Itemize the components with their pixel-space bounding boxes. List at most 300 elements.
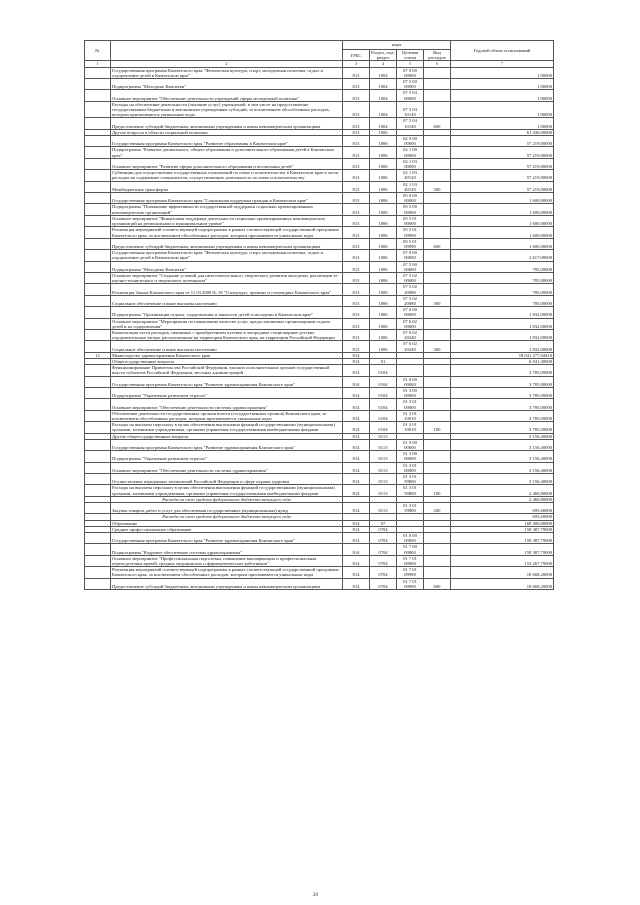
row-amount: 2 460,80000 — [451, 496, 554, 502]
row-kind: 600 — [424, 118, 451, 129]
row-amount: 695,60000 — [451, 503, 554, 514]
row-number — [85, 158, 111, 169]
row-article: 07 6 02 20240 — [397, 341, 424, 352]
row-name: Подпрограмма "Управление развитием отрасли" — [111, 387, 343, 398]
row-number — [85, 474, 111, 485]
row-section: 0704 — [370, 578, 397, 589]
table-row — [85, 295, 554, 306]
row-name: Предоставление субсидий бюджетным, автономным учреждениям и иным некоммерческим организациям — [111, 238, 343, 249]
row-section: 0113 — [370, 474, 397, 485]
table-row — [85, 329, 554, 340]
row-section: 1004 — [370, 101, 397, 118]
header-num-1: 1 — [85, 61, 111, 67]
table-row — [85, 118, 554, 129]
row-section: 0104 — [370, 387, 397, 398]
row-number — [85, 181, 111, 192]
row-section: 0113 — [370, 462, 397, 473]
row-name: Подпрограмма "Кадровое обеспечение системы здравоохранения" — [111, 544, 343, 555]
row-article: 05 5 00 00000 — [397, 204, 424, 215]
row-kind — [424, 555, 451, 566]
row-grbs: 813 — [343, 101, 370, 118]
row-kind — [424, 376, 451, 387]
row-amount: 158 387,79000 — [451, 526, 554, 532]
row-article: 07 5 04 00000 — [397, 90, 424, 101]
row-number — [85, 101, 111, 118]
row-name: Подпрограмма "Молодежь Камчатки" — [111, 261, 343, 272]
row-amount: 1 832,00000 — [451, 307, 554, 318]
row-kind — [424, 462, 451, 473]
row-section: 1006 — [370, 295, 397, 306]
row-name: Расходы за счет средств федерального бюджета текущего года — [111, 514, 343, 520]
row-amount: 3 156,40000 — [451, 462, 554, 473]
row-number — [85, 365, 111, 376]
row-name: Расходы на выплаты персоналу в целях обеспечения выполнения функций государственными (муниципальными) органами, казенными учреждениями, органами управления государственными внебюджетными фондами — [111, 485, 343, 496]
row-section: 0113 — [370, 485, 397, 496]
header-no: № — [85, 41, 111, 61]
row-grbs: 813 — [343, 67, 370, 78]
row-name: Реализация мероприятий соответствующей подпрограммы в рамках соответствующей государственной программы Камчатского края, за исключением обособленных расходов, которым присваиваются уникальные коды — [111, 567, 343, 578]
row-kind — [424, 136, 451, 147]
row-kind — [424, 410, 451, 421]
row-amount: 1 600,00000 — [451, 193, 554, 204]
row-kind: 200 — [424, 503, 451, 514]
row-amount: 3 156,40000 — [451, 451, 554, 462]
row-article: 01 7 01 00000 — [397, 555, 424, 566]
row-name: Основное мероприятие "Финансовая поддержка деятельности социально ориентированных некоммерческих организаций на региональном и муниципальном уровне" — [111, 215, 343, 226]
row-number — [85, 318, 111, 329]
table-row — [85, 193, 554, 204]
row-amount: 18 668,20000 — [451, 567, 554, 578]
row-number: 12 — [85, 352, 111, 358]
row-article: 05 5 01 09990 — [397, 238, 424, 249]
row-kind — [424, 439, 451, 450]
row-amount: 57 219,00000 — [451, 170, 554, 181]
table-row — [85, 136, 554, 147]
row-article: 01 0 00 00000 — [397, 439, 424, 450]
row-name: Функционирование Правительства Российской Федерации, высших исполнительных органов государственной власти субъектов Российской Федерации, местных администраций — [111, 365, 343, 376]
table-row — [85, 318, 554, 329]
row-amount: 18 041 277,94410 — [451, 352, 554, 358]
row-article: 01 3 01 59800 — [397, 503, 424, 514]
row-number — [85, 90, 111, 101]
row-amount: 3 785,00000 — [451, 376, 554, 387]
row-name: Социальное обеспечение и иные выплаты населению — [111, 341, 343, 352]
row-section: 1006 — [370, 181, 397, 192]
row-amount: 6 941,40000 — [451, 358, 554, 364]
page-number: 20 — [313, 893, 318, 898]
row-article: 01 3 01 00000 — [397, 399, 424, 410]
row-kind — [424, 284, 451, 295]
table-row — [85, 578, 554, 589]
row-article: 05 0 00 00000 — [397, 193, 424, 204]
row-number — [85, 462, 111, 473]
row-name: Подпрограмма "Повышение эффективности государственной поддержки социально ориентированных некоммерческих организаций" — [111, 204, 343, 215]
row-number — [85, 485, 111, 496]
table-row — [85, 181, 554, 192]
row-section: 1004 — [370, 90, 397, 101]
row-amount: 3 785,00000 — [451, 410, 554, 421]
row-section: 1006 — [370, 341, 397, 352]
row-grbs: 813 — [343, 181, 370, 192]
row-number — [85, 307, 111, 318]
row-amount: 1,90000 — [451, 118, 554, 129]
row-number — [85, 238, 111, 249]
row-name: Социальное обеспечение и иные выплаты населению — [111, 295, 343, 306]
row-kind — [424, 90, 451, 101]
row-section: 1006 — [370, 129, 397, 135]
row-number — [85, 215, 111, 226]
row-article: 01 3 01 59800 — [397, 485, 424, 496]
row-article — [397, 365, 424, 376]
row-article: 02 0 00 00000 — [397, 136, 424, 147]
row-amount: 57 219,00000 — [451, 181, 554, 192]
row-article: 07 5 00 00000 — [397, 79, 424, 90]
row-section: 1006 — [370, 193, 397, 204]
row-article: 07 5 04 10140 — [397, 118, 424, 129]
row-amount: 3 156,40000 — [451, 474, 554, 485]
row-name: Подпрограмма "Организация отдыха, оздоровления и занятости детей и молодежи в Камчатском крае" — [111, 307, 343, 318]
row-number — [85, 79, 111, 90]
header-num-7: 7 — [451, 61, 554, 67]
row-name: Основное мероприятие "Создание условий для интеллектуального, творческого развития молодежи, реализации ее научно-технического и творческого потенциала" — [111, 272, 343, 283]
row-section: 1006 — [370, 204, 397, 215]
row-name: Государственная программа Камчатского края "Развитие здравоохранения Камчатского края" — [111, 376, 343, 387]
row-name: Государственная программа Камчатского края "Физическая культура, спорт, молодежная политика, отдых и оздоровление детей в Камчатском крае" — [111, 67, 343, 78]
row-grbs: 814 — [343, 520, 370, 526]
row-amount: 57 219,00000 — [451, 158, 554, 169]
header-num-3: 3 — [343, 61, 370, 67]
row-amount: 3 156,40000 — [451, 439, 554, 450]
row-number — [85, 67, 111, 78]
row-grbs: 813 — [343, 272, 370, 283]
row-kind — [424, 365, 451, 376]
row-section: 0104 — [370, 422, 397, 433]
row-kind — [424, 544, 451, 555]
row-article: 01 0 00 00000 — [397, 376, 424, 387]
row-number — [85, 204, 111, 215]
table-row — [85, 227, 554, 238]
row-kind: 300 — [424, 341, 451, 352]
table-row — [85, 284, 554, 295]
table-row — [85, 462, 554, 473]
row-article: 07 0 00 00000 — [397, 67, 424, 78]
row-section: 1006 — [370, 329, 397, 340]
row-grbs: 813 — [343, 250, 370, 261]
row-name: Предоставление субсидий бюджетным, автономным учреждениям и иным некоммерческим организациям — [111, 578, 343, 589]
header-codes: коды — [343, 41, 451, 50]
row-number — [85, 567, 111, 578]
row-section: 1006 — [370, 170, 397, 181]
row-section: 0704 — [370, 567, 397, 578]
row-section: 1006 — [370, 284, 397, 295]
row-section: 0104 — [370, 376, 397, 387]
table-row — [85, 485, 554, 496]
row-grbs: 814 — [343, 451, 370, 462]
row-kind: 100 — [424, 485, 451, 496]
row-name: Реализация Закона Камчатского края от 11.03.2008 № 18 "О наградах, премиях и стипендиях Камчатского края" — [111, 284, 343, 295]
row-name: Основное мероприятие "Профессиональная подготовка, повышение квалификации и профессиональная переподготовка врачей, средних медицинских и фармацевтических работников" — [111, 555, 343, 566]
row-article: 02 1 00 00000 — [397, 147, 424, 158]
row-section: 0113 — [370, 503, 397, 514]
row-article: 02 1 03 00000 — [397, 158, 424, 169]
row-amount: 3 156,40000 — [451, 433, 554, 439]
row-name: Закупка товаров, работ и услуг для обеспечения государственных (муниципальных) нужд — [111, 503, 343, 514]
table-row — [85, 341, 554, 352]
row-name: Основное мероприятие "Мероприятия по повышению качества услуг, предоставляемых организациями отдыха детей и их оздоровления" — [111, 318, 343, 329]
row-amount: 3 785,00000 — [451, 365, 554, 376]
row-article: 01 7 01 09990 — [397, 578, 424, 589]
header-amount: Годовой объем ассигнований — [451, 41, 554, 61]
row-amount: 153 267,79000 — [451, 555, 554, 566]
row-kind: 300 — [424, 295, 451, 306]
row-article: 07 5 02 00000 — [397, 272, 424, 283]
row-number — [85, 399, 111, 410]
table-row — [85, 410, 554, 421]
table-row — [85, 399, 554, 410]
row-kind — [424, 474, 451, 485]
row-kind — [424, 67, 451, 78]
row-name: Расходы на обеспечение деятельности (оказание услуг) учреждений, в том числе на предоставление государственным бюджетным и автономным учреждениям субсидий, за исключением обособленных расходов, которым присваиваются уникальные коды — [111, 101, 343, 118]
row-section: 1006 — [370, 215, 397, 226]
row-kind — [424, 307, 451, 318]
table-row — [85, 238, 554, 249]
row-number — [85, 533, 111, 544]
row-number — [85, 250, 111, 261]
row-kind — [424, 158, 451, 169]
row-amount: 158 387,79000 — [451, 533, 554, 544]
row-kind — [424, 318, 451, 329]
row-name: Подпрограмма "Молодежь Камчатки" — [111, 79, 343, 90]
row-grbs: 813 — [343, 193, 370, 204]
row-grbs: 814 — [343, 533, 370, 544]
row-number — [85, 410, 111, 421]
row-article: 07 5 02 20080 — [397, 295, 424, 306]
header-num-5: 5 — [397, 61, 424, 67]
row-amount: 57 219,00000 — [451, 136, 554, 147]
row-kind — [424, 451, 451, 462]
row-amount: 1 600,00000 — [451, 204, 554, 215]
row-section: 0704 — [370, 544, 397, 555]
table-row — [85, 79, 554, 90]
row-grbs: 814 — [343, 358, 370, 364]
row-kind — [424, 387, 451, 398]
row-amount: 785,00000 — [451, 272, 554, 283]
row-section: 0104 — [370, 399, 397, 410]
row-number — [85, 170, 111, 181]
row-number — [85, 329, 111, 340]
row-section: 07 — [370, 520, 397, 526]
table-row — [85, 170, 554, 181]
row-section: 1006 — [370, 318, 397, 329]
row-number — [85, 295, 111, 306]
row-section: 1004 — [370, 67, 397, 78]
row-amount: 1 832,00000 — [451, 318, 554, 329]
row-amount: 3 785,00000 — [451, 387, 554, 398]
row-kind — [424, 79, 451, 90]
row-grbs: 814 — [343, 485, 370, 496]
row-section: 1004 — [370, 118, 397, 129]
row-name: Государственная программа Камчатского края "Социальная поддержка граждан в Камчатском крае" — [111, 193, 343, 204]
header-num-6: 6 — [424, 61, 451, 67]
row-article: 01 3 01 59800 — [397, 474, 424, 485]
row-grbs: 814 — [343, 567, 370, 578]
row-kind: 600 — [424, 238, 451, 249]
row-number — [85, 261, 111, 272]
row-section: 0113 — [370, 439, 397, 450]
row-article: 07 5 02 20080 — [397, 284, 424, 295]
row-kind — [424, 227, 451, 238]
row-grbs: 813 — [343, 118, 370, 129]
table-row — [85, 365, 554, 376]
row-name: Обеспечение деятельности государственных органов власти (государственных органов) Камчатского края, за исключением обособленных расходов, которым присваиваются уникальные коды — [111, 410, 343, 421]
row-section: 1006 — [370, 136, 397, 147]
row-section: 1006 — [370, 261, 397, 272]
table-row — [85, 503, 554, 514]
row-article: 01 3 01 10010 — [397, 422, 424, 433]
row-name: Основное мероприятие "Обеспечение деятельности системы здравоохранения" — [111, 399, 343, 410]
row-name: Осуществление переданных полномочий Российской Федерации в сфере охраны здоровья — [111, 474, 343, 485]
row-article: 07 0 00 00000 — [397, 250, 424, 261]
row-grbs: 814 — [343, 503, 370, 514]
row-amount: 18 668,20000 — [451, 578, 554, 589]
row-grbs: 813 — [343, 227, 370, 238]
row-number — [85, 376, 111, 387]
row-article: 07 6 02 00000 — [397, 318, 424, 329]
row-amount: 1 832,00000 — [451, 329, 554, 340]
row-number — [85, 578, 111, 589]
row-section: 01 — [370, 358, 397, 364]
row-article: 05 5 01 00000 — [397, 215, 424, 226]
row-number — [85, 422, 111, 433]
row-name: Общегосударственные вопросы — [111, 358, 343, 364]
row-name: Среднее профессиональное образование — [111, 526, 343, 532]
table-row — [85, 376, 554, 387]
row-grbs: 813 — [343, 238, 370, 249]
row-name: Предоставление субсидий бюджетным, автономным учреждениям и иным некоммерческим организациям — [111, 118, 343, 129]
row-article: 01 7 00 00000 — [397, 544, 424, 555]
row-name: Основное мероприятие "Обеспечение деятельности учреждений сферы молодежной политики" — [111, 90, 343, 101]
row-amount: 695,60000 — [451, 514, 554, 520]
row-section: 0104 — [370, 365, 397, 376]
row-section: 1006 — [370, 227, 397, 238]
row-name: Государственная программа Камчатского края "Развитие здравоохранения Камчатского края" — [111, 439, 343, 450]
row-number — [85, 193, 111, 204]
row-amount: 785,00000 — [451, 284, 554, 295]
row-amount: 2 617,00000 — [451, 250, 554, 261]
row-kind: 500 — [424, 181, 451, 192]
row-grbs: 813 — [343, 307, 370, 318]
table-row — [85, 555, 554, 566]
row-grbs: 813 — [343, 341, 370, 352]
row-name: Расходы за счет средств федерального бюджета текущего года — [111, 496, 343, 502]
row-grbs: 814 — [343, 376, 370, 387]
row-name: Компенсация части расходов, связанных с приобретением путевок в загородные стационарные детские оздоровительные лагеря, расположенные на территории Камчатского края, на территории Российской Федерации — [111, 329, 343, 340]
row-article: 02 1 03 40120 — [397, 181, 424, 192]
row-amount: 1 600,00000 — [451, 215, 554, 226]
row-kind — [424, 250, 451, 261]
row-section: 0704 — [370, 526, 397, 532]
row-article: 07 6 00 00000 — [397, 307, 424, 318]
row-grbs: 814 — [343, 433, 370, 439]
row-section: 0704 — [370, 555, 397, 566]
row-grbs: 814 — [343, 439, 370, 450]
row-number — [85, 555, 111, 566]
row-number — [85, 227, 111, 238]
row-name: Субвенции для осуществления государственных полномочий по опеке и попечительству в Камчатском крае в части расходов на содержание специалистов, осуществляющих деятельность по опеке и попечительству — [111, 170, 343, 181]
header-name — [111, 41, 343, 61]
row-grbs: 813 — [343, 329, 370, 340]
row-amount: 169 406,00000 — [451, 520, 554, 526]
row-section: 1006 — [370, 307, 397, 318]
row-number — [85, 544, 111, 555]
row-number — [85, 387, 111, 398]
row-name: Государственная программа Камчатского края "Развитие здравоохранения Камчатского края" — [111, 533, 343, 544]
row-kind — [424, 261, 451, 272]
row-grbs: 813 — [343, 215, 370, 226]
table-row — [85, 544, 554, 555]
row-grbs: 813 — [343, 284, 370, 295]
row-number — [85, 451, 111, 462]
row-section: 1006 — [370, 158, 397, 169]
row-number — [85, 272, 111, 283]
row-name: Подпрограмма "Управление развитием отрасли" — [111, 451, 343, 462]
row-grbs: 813 — [343, 318, 370, 329]
row-grbs: 814 — [343, 387, 370, 398]
row-amount: 61 436,00000 — [451, 129, 554, 135]
table-row — [85, 272, 554, 283]
table-row — [85, 250, 554, 261]
row-kind — [424, 147, 451, 158]
row-kind — [424, 204, 451, 215]
row-number — [85, 136, 111, 147]
header-section: Раздел, под-раздел — [371, 50, 395, 61]
row-article: 02 1 03 40120 — [397, 170, 424, 181]
row-amount: 57 219,00000 — [451, 147, 554, 158]
row-kind — [424, 272, 451, 283]
row-article: 07 5 00 00000 — [397, 261, 424, 272]
row-grbs: 814 — [343, 365, 370, 376]
row-grbs: 814 — [343, 352, 370, 358]
row-name: Образование — [111, 520, 343, 526]
row-section: 0113 — [370, 433, 397, 439]
table-row — [85, 158, 554, 169]
row-grbs: 813 — [343, 261, 370, 272]
row-kind — [424, 533, 451, 544]
budget-table-page — [84, 40, 554, 590]
row-number — [85, 147, 111, 158]
row-name: Государственная программа Камчатского края "Физическая культура, спорт, молодежная политика, отдых и оздоровление детей в Камчатском крае" — [111, 250, 343, 261]
table-row — [85, 474, 554, 485]
row-number — [85, 503, 111, 514]
row-kind — [424, 567, 451, 578]
row-grbs: 814 — [343, 410, 370, 421]
row-amount: 1 600,00000 — [451, 238, 554, 249]
table-row — [85, 90, 554, 101]
row-kind — [424, 101, 451, 118]
row-name: Подпрограмма "Развитие дошкольного, общего образования и дополнительного образования детей в Камчатском крае" — [111, 147, 343, 158]
row-section: 1006 — [370, 147, 397, 158]
row-grbs: 814 — [343, 422, 370, 433]
table-row — [85, 533, 554, 544]
row-article: 07 6 02 20240 — [397, 329, 424, 340]
table-body — [85, 67, 554, 589]
row-name: Другие вопросы в области социальной политики — [111, 129, 343, 135]
table-row — [85, 422, 554, 433]
row-grbs: 813 — [343, 158, 370, 169]
row-amount: 785,00000 — [451, 261, 554, 272]
table-row — [85, 204, 554, 215]
row-name: Расходы на выплаты персоналу в целях обеспечения выполнения функций государственными (муниципальными) органами, казенными учреждениями, органами управления государственными внебюджетными фондами — [111, 422, 343, 433]
